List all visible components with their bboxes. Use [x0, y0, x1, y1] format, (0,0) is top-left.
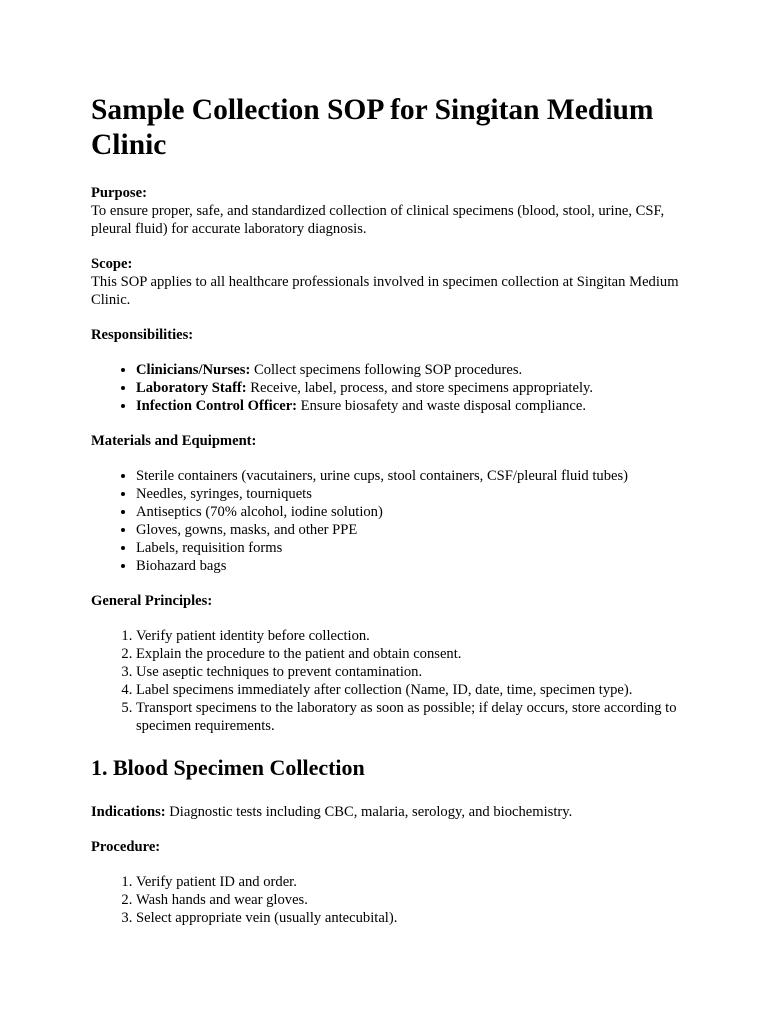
list-item: 1. Verify patient identity before collection.	[136, 627, 691, 645]
list-item	[136, 361, 691, 379]
procedure-list	[91, 873, 691, 927]
list-item: • Sterile containers (vacutainers, urine cups, stool containers, CSF/pleural fluid tubes)	[136, 467, 691, 485]
scope-label: Scope:	[91, 256, 133, 272]
role-text: Receive, label, process, and store specimens appropriately.	[246, 380, 593, 396]
list-item: • Gloves, gowns, masks, and other PPE	[136, 521, 691, 539]
principles-label: General Principles:	[91, 593, 213, 609]
document-title: Sample Collection SOP for Singitan Medium Clinic	[91, 94, 654, 161]
role-text: Collect specimens following SOP procedures.	[250, 362, 523, 378]
list-item: • Needles, syringes, tourniquets	[136, 485, 691, 503]
indications-label: Indications:	[91, 804, 166, 820]
list-item: 3. Select appropriate vein (usually antecubital).	[136, 909, 691, 927]
role-label: Infection Control Officer:	[136, 398, 298, 414]
section-heading: 1. Blood Specimen Collection	[91, 755, 365, 780]
purpose-text: To ensure proper, safe, and standardized collection of clinical specimens (blood, stool, urine, CSF, pleural fluid) for accurate laboratory diagnosis.	[91, 203, 665, 237]
list-item: 2. Wash hands and wear gloves.	[136, 891, 691, 909]
list-item	[136, 379, 691, 397]
list-item: 2. Explain the procedure to the patient and obtain consent.	[136, 645, 691, 663]
procedure-label: Procedure:	[91, 839, 161, 855]
list-item: • Antiseptics (70% alcohol, iodine solution)	[136, 503, 691, 521]
list-item: • Biohazard bags	[136, 557, 691, 575]
list-item: 4. Label specimens immediately after collection (Name, ID, date, time, specimen type).	[136, 681, 691, 699]
indications-text: Diagnostic tests including CBC, malaria, serology, and biochemistry.	[165, 804, 573, 820]
indications-paragraph	[91, 803, 691, 821]
list-item: • Labels, requisition forms	[136, 539, 691, 557]
document-page	[91, 93, 691, 927]
role-label: Clinicians/Nurses:	[136, 362, 251, 378]
principles-list	[91, 627, 691, 735]
list-item: 3. Use aseptic techniques to prevent contamination.	[136, 663, 691, 681]
list-item: 1. Verify patient ID and order.	[136, 873, 691, 891]
materials-label: Materials and Equipment:	[91, 433, 257, 449]
role-text: Ensure biosafety and waste disposal compliance.	[297, 398, 586, 414]
list-item	[136, 397, 691, 415]
materials-list	[91, 467, 691, 575]
scope-text: This SOP applies to all healthcare professionals involved in specimen collection at Singitan Medium Clinic.	[91, 274, 679, 308]
responsibilities-list	[91, 361, 691, 415]
responsibilities-label: Responsibilities:	[91, 327, 194, 343]
role-label: Laboratory Staff:	[136, 380, 247, 396]
purpose-label: Purpose:	[91, 185, 147, 201]
list-item: 5. Transport specimens to the laboratory as soon as possible; if delay occurs, store according to specimen requirements.	[136, 699, 691, 735]
